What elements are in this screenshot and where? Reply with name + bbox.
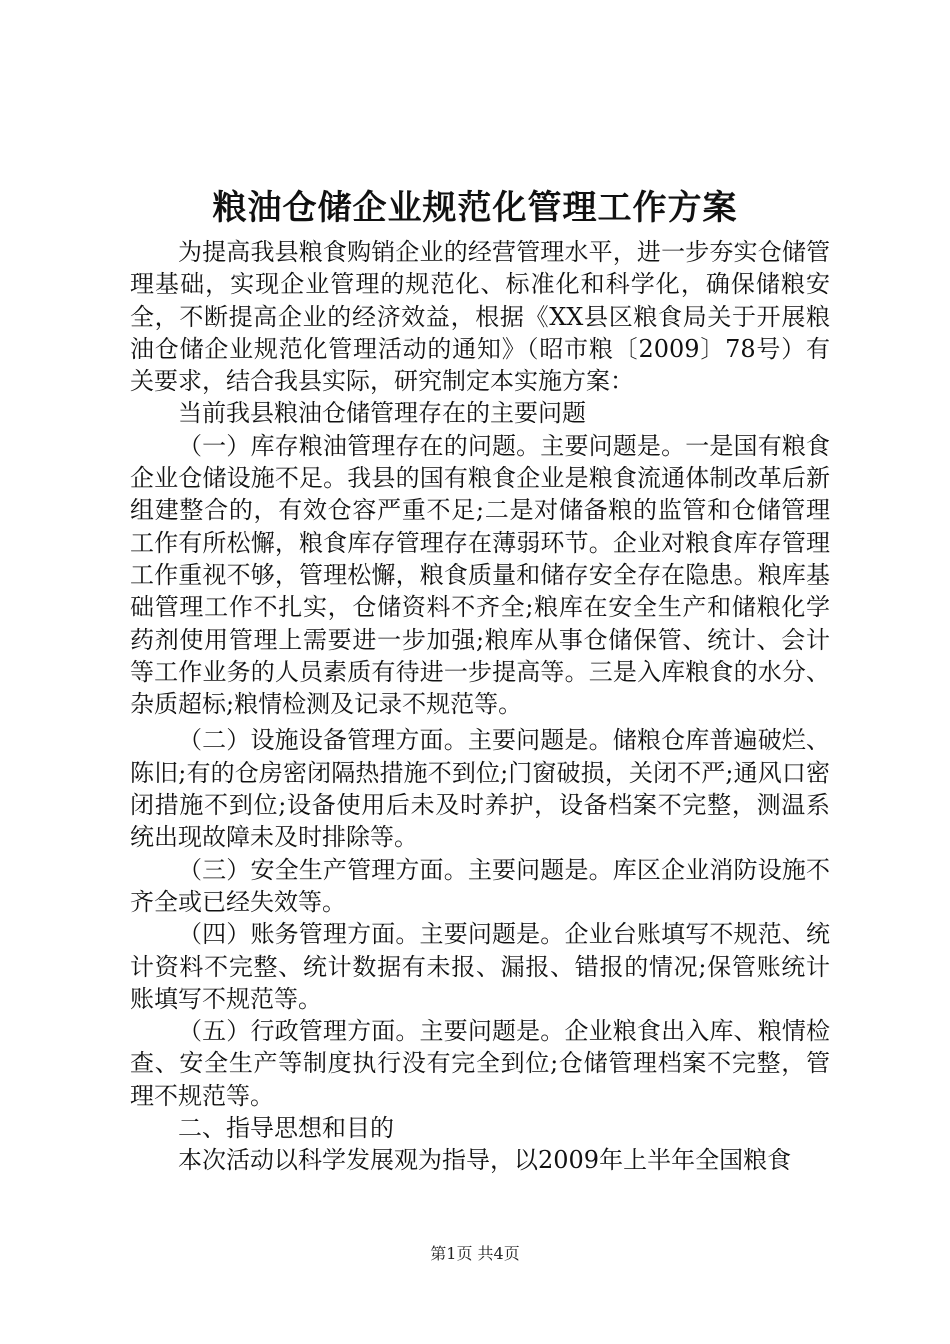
paragraph-heading-problems: 当前我县粮油仓储管理存在的主要问题 <box>178 399 586 428</box>
paragraph-section-2: （二）设施设备管理方面。主要问题是。储粮仓库普遍破烂、陈旧;有的仓房密闭隔热措施不到位;门窗破损，关闭不严;通风口密闭措施不到位;设备使用后未及时养护，设备档案不完整，测温系统出现故障未及时排除等。 <box>130 726 830 852</box>
paragraph-intro: 为提高我县粮食购销企业的经营管理水平，进一步夯实仓储管理基础，实现企业管理的规范化、标准化和科学化，确保储粮安全，不断提高企业的经济效益，根据《XX县区粮食局关于开展粮油仓储企业规范化管理活动的通知》（昭市粮〔2009〕78号）有关要求，结合我县实际，研究制定本实施方案： <box>130 238 830 396</box>
paragraph-section-1: （一）库存粮油管理存在的问题。主要问题是。一是国有粮食企业仓储设施不足。我县的国有粮食企业是粮食流通体制改革后新组建整合的，有效仓容严重不足;二是对储备粮的监管和仓储管理工作有所松懈，粮食库存管理存在薄弱环节。企业对粮食库存管理工作重视不够，管理松懈，粮食质量和储存安全存在隐患。粮库基础管理工作不扎实，仓储资料不齐全;粮库在安全生产和储粮化学药剂使用管理上需要进一步加强;粮库从事仓储保管、统计、会计等工作业务的人员素质有待进一步提高等。三是入库粮食的水分、杂质超标;粮情检测及记录不规范等。 <box>130 431 830 719</box>
paragraph-guidance: 本次活动以科学发展观为指导，以2009年上半年全国粮食 <box>178 1146 792 1175</box>
document-body <box>130 236 830 1177</box>
document-title: 粮油仓储企业规范化管理工作方案 <box>212 188 738 228</box>
page-footer: 第1页 共4页 <box>430 1244 520 1263</box>
paragraph-section-3: （三）安全生产管理方面。主要问题是。库区企业消防设施不齐全或已经失效等。 <box>130 855 830 916</box>
paragraph-heading-guidance: 二、指导思想和目的 <box>178 1114 394 1143</box>
paragraph-section-5: （五）行政管理方面。主要问题是。企业粮食出入库、粮情检查、安全生产等制度执行没有完全到位;仓储管理档案不完整，管理不规范等。 <box>130 1017 830 1110</box>
paragraph-section-4: （四）账务管理方面。主要问题是。企业台账填写不规范、统计资料不完整、统计数据有未报、漏报、错报的情况;保管账统计账填写不规范等。 <box>130 920 830 1013</box>
